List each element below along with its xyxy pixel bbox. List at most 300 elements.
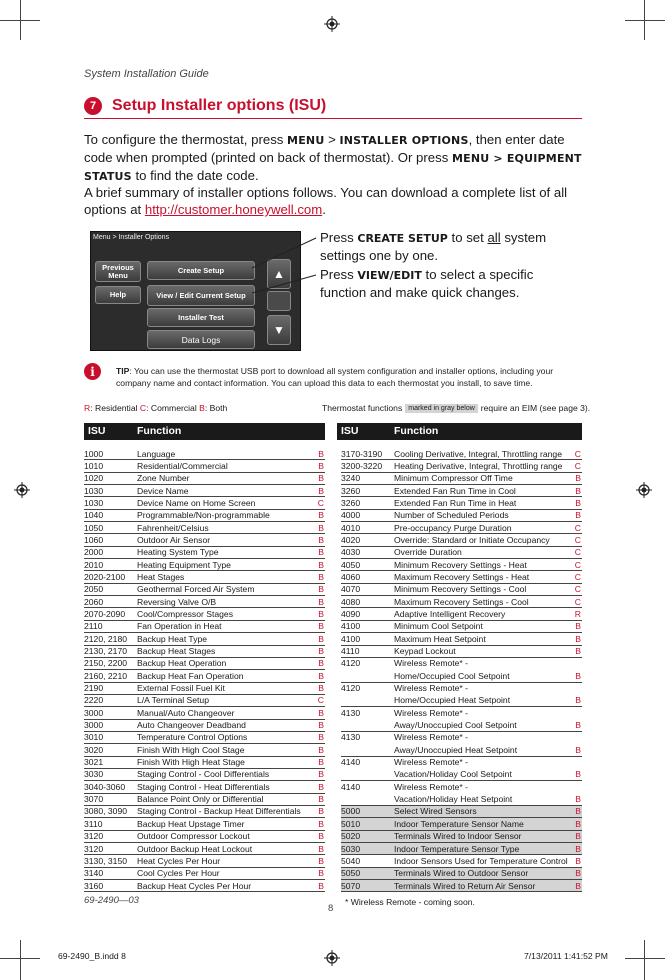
isu-code: 3130, 3150 bbox=[84, 855, 128, 866]
callout-create-setup: Press CREATE SETUP to set all system settings one by one. bbox=[320, 230, 547, 263]
function-name: Heat Stages bbox=[137, 571, 185, 582]
table-row bbox=[84, 855, 325, 867]
applicability-code: B bbox=[575, 831, 581, 842]
table-row bbox=[341, 608, 582, 620]
function-name: Programmable/Non-programmable bbox=[137, 510, 270, 521]
document-number: 69-2490—03 bbox=[84, 895, 139, 906]
applicability-code: B bbox=[318, 707, 324, 718]
table-row bbox=[84, 448, 325, 460]
function-name: Override: Standard or Initiate Occupancy bbox=[394, 534, 550, 545]
isu-code: 3110 bbox=[84, 818, 103, 829]
table-row bbox=[84, 769, 325, 781]
applicability-code: B bbox=[318, 534, 324, 545]
applicability-code: C bbox=[574, 571, 581, 582]
table-row bbox=[341, 831, 582, 843]
table-row bbox=[84, 559, 325, 571]
registration-mark-icon bbox=[14, 482, 30, 498]
applicability-code: B bbox=[318, 880, 324, 891]
key-menu: MENU bbox=[287, 134, 325, 147]
applicability-code: B bbox=[575, 621, 581, 632]
function-name: Extended Fan Run Time in Heat bbox=[394, 497, 517, 508]
function-name: Backup Heat Type bbox=[137, 633, 208, 644]
callout-leader-lines bbox=[0, 0, 665, 400]
isu-code: 1000 bbox=[84, 448, 104, 459]
applicability-code: B bbox=[575, 868, 581, 879]
registration-mark-icon bbox=[636, 482, 652, 498]
isu-code: 3021 bbox=[84, 757, 104, 768]
table-row bbox=[341, 584, 582, 596]
function-name: Terminals Wired to Return Air Sensor bbox=[394, 880, 536, 891]
isu-code: 2050 bbox=[84, 584, 104, 595]
function-name: Wireless Remote* - bbox=[394, 683, 469, 694]
applicability-code: B bbox=[318, 485, 324, 496]
table-header-left: ISU Function bbox=[84, 423, 325, 440]
table-row bbox=[341, 843, 582, 855]
applicability-code: B bbox=[318, 794, 324, 805]
applicability-code: B bbox=[575, 670, 581, 681]
applicability-code: B bbox=[318, 571, 324, 582]
isu-table-right bbox=[341, 448, 582, 892]
isu-code: 5070 bbox=[341, 880, 361, 891]
isu-code: 4030 bbox=[341, 547, 361, 558]
applicability-code: B bbox=[318, 658, 324, 669]
table-row bbox=[84, 473, 325, 485]
down-arrow-icon: ▼ bbox=[273, 323, 285, 337]
function-name: Geothermal Forced Air System bbox=[137, 584, 255, 595]
applicability-code: B bbox=[318, 460, 324, 471]
callout-view-edit: Press VIEW/EDIT to select a specific function and make quick changes. bbox=[320, 267, 534, 300]
table-row bbox=[341, 559, 582, 571]
function-name: Outdoor Backup Heat Lockout bbox=[137, 843, 253, 854]
function-name: Auto Changeover Deadband bbox=[137, 720, 246, 731]
isu-code: 1010 bbox=[84, 460, 104, 471]
crop-mark bbox=[644, 940, 645, 980]
table-row bbox=[84, 732, 325, 744]
isu-code: 5010 bbox=[341, 818, 361, 829]
isu-code: 4140 bbox=[341, 781, 361, 792]
function-name: Terminals Wired to Outdoor Sensor bbox=[394, 868, 529, 879]
function-name: Outdoor Compressor Lockout bbox=[137, 831, 250, 842]
applicability-code: B bbox=[318, 744, 324, 755]
isu-code: 1050 bbox=[84, 522, 104, 533]
isu-code: 3170-3190 bbox=[341, 448, 383, 459]
applicability-code: B bbox=[318, 855, 324, 866]
table-row bbox=[341, 794, 582, 806]
screen-title: Menu > Installer Options bbox=[93, 234, 170, 241]
isu-code: 2020-2100 bbox=[84, 571, 126, 582]
tip-text: TIP: You can use the thermostat USB port to download all system configuration and installer options, including your company name and contact information. You can upload this data to each thermostat you install, to save time. bbox=[116, 366, 554, 388]
function-name: Reversing Valve O/B bbox=[137, 596, 217, 607]
applicability-code: B bbox=[318, 448, 324, 459]
page-number: 8 bbox=[328, 903, 334, 914]
isu-code: 2160, 2210 bbox=[84, 670, 128, 681]
function-name: Backup Heat Cycles Per Hour bbox=[137, 880, 252, 891]
table-row bbox=[341, 720, 582, 732]
function-name: External Fossil Fuel Kit bbox=[137, 683, 225, 694]
table-row bbox=[341, 707, 582, 719]
table-row bbox=[84, 584, 325, 596]
function-name: Zone Number bbox=[137, 473, 190, 484]
data-logs-button[interactable]: Data Logs bbox=[147, 330, 255, 349]
table-row bbox=[341, 633, 582, 645]
isu-code: 1060 bbox=[84, 534, 104, 545]
applicability-code: C bbox=[574, 534, 581, 545]
function-name: Vacation/Holiday Heat Setpoint bbox=[394, 794, 513, 805]
applicability-code: B bbox=[575, 794, 581, 805]
isu-code: 2060 bbox=[84, 596, 104, 607]
isu-code: 1020 bbox=[84, 473, 104, 484]
function-name: L/A Terminal Setup bbox=[137, 695, 209, 706]
isu-code: 4120 bbox=[341, 683, 361, 694]
table-row bbox=[84, 497, 325, 509]
function-name: Number of Scheduled Periods bbox=[394, 510, 509, 521]
table-row bbox=[84, 831, 325, 843]
function-name: Keypad Lockout bbox=[394, 646, 456, 656]
applicability-code: B bbox=[318, 868, 324, 879]
table-row bbox=[84, 880, 325, 892]
isu-code: 5050 bbox=[341, 868, 361, 879]
table-row bbox=[84, 596, 325, 608]
isu-code: 4090 bbox=[341, 608, 361, 619]
isu-code: 4130 bbox=[341, 732, 361, 743]
function-legend: R: Residential C: Commercial B: Both bbox=[84, 403, 228, 413]
crop-mark bbox=[0, 958, 40, 959]
isu-code: 4020 bbox=[341, 534, 361, 545]
applicability-code: B bbox=[318, 781, 324, 792]
applicability-code: B bbox=[318, 831, 324, 842]
table-row bbox=[341, 757, 582, 769]
function-name: Vacation/Holiday Cool Setpoint bbox=[394, 769, 512, 780]
applicability-code: B bbox=[318, 621, 324, 632]
function-name: Minimum Recovery Settings - Heat bbox=[394, 559, 527, 570]
function-name: Minimum Cool Setpoint bbox=[394, 621, 483, 632]
applicability-code: B bbox=[318, 683, 324, 694]
table-row bbox=[341, 670, 582, 682]
applicability-code: B bbox=[318, 522, 324, 533]
section-title: Setup Installer options (ISU) bbox=[112, 97, 327, 114]
table-row bbox=[84, 794, 325, 806]
table-row bbox=[341, 683, 582, 695]
function-name: Cool/Compressor Stages bbox=[137, 608, 234, 619]
create-setup-button[interactable]: Create Setup bbox=[147, 261, 255, 280]
isu-code: 1040 bbox=[84, 510, 104, 521]
table-row bbox=[341, 621, 582, 633]
function-name: Indoor Temperature Sensor Name bbox=[394, 818, 524, 829]
isu-code: 4010 bbox=[341, 522, 361, 533]
table-row bbox=[84, 485, 325, 497]
table-row bbox=[84, 757, 325, 769]
applicability-code: C bbox=[574, 596, 581, 607]
info-icon: i bbox=[84, 363, 101, 380]
isu-code: 5000 bbox=[341, 806, 361, 817]
isu-code: 5020 bbox=[341, 831, 361, 842]
applicability-code: C bbox=[574, 522, 581, 533]
applicability-code: B bbox=[318, 670, 324, 681]
function-name: Wireless Remote* - bbox=[394, 732, 469, 743]
applicability-code: B bbox=[318, 596, 324, 607]
applicability-code: B bbox=[575, 769, 581, 780]
table-row bbox=[84, 744, 325, 756]
isu-code: 3010 bbox=[84, 732, 104, 743]
applicability-code: B bbox=[575, 720, 581, 731]
table-row bbox=[84, 510, 325, 522]
applicability-code: B bbox=[575, 818, 581, 829]
applicability-code: B bbox=[318, 646, 324, 656]
table-row bbox=[84, 806, 325, 818]
applicability-code: B bbox=[318, 757, 324, 768]
table-row bbox=[341, 571, 582, 583]
applicability-code: B bbox=[318, 732, 324, 743]
isu-code: 4000 bbox=[341, 510, 361, 521]
applicability-code: B bbox=[318, 806, 324, 817]
table-row bbox=[341, 868, 582, 880]
isu-code: 4060 bbox=[341, 571, 361, 582]
function-name: Away/Unoccupied Cool Setpoint bbox=[394, 720, 517, 731]
table-row bbox=[341, 769, 582, 781]
function-name: Staging Control - Cool Differentials bbox=[137, 769, 270, 780]
isu-code: 4050 bbox=[341, 559, 361, 570]
function-name: Indoor Temperature Sensor Type bbox=[394, 843, 520, 854]
function-name: Indoor Sensors Used for Temperature Control bbox=[394, 855, 568, 866]
table-row bbox=[341, 534, 582, 546]
table-row bbox=[341, 510, 582, 522]
function-name: Residential/Commercial bbox=[137, 460, 228, 471]
table-row bbox=[84, 843, 325, 855]
function-name: Away/Unoccupied Heat Setpoint bbox=[394, 744, 518, 755]
isu-code: 4070 bbox=[341, 584, 361, 595]
applicability-code: C bbox=[574, 584, 581, 595]
table-row bbox=[84, 868, 325, 880]
function-name: Fan Operation in Heat bbox=[137, 621, 222, 632]
applicability-code: B bbox=[318, 769, 324, 780]
isu-code: 2190 bbox=[84, 683, 104, 694]
applicability-code: B bbox=[575, 633, 581, 644]
function-name: Device Name on Home Screen bbox=[137, 497, 256, 508]
isu-code: 4100 bbox=[341, 633, 361, 644]
footnote: * Wireless Remote - coming soon. bbox=[345, 897, 475, 907]
function-name: Backup Heat Fan Operation bbox=[137, 670, 244, 681]
applicability-code: B bbox=[575, 646, 581, 656]
applicability-code: B bbox=[318, 547, 324, 558]
applicability-code: B bbox=[575, 843, 581, 854]
function-name: Heating System Type bbox=[137, 547, 219, 558]
function-name: Minimum Compressor Off Time bbox=[394, 473, 513, 484]
applicability-code: B bbox=[575, 880, 581, 891]
table-row bbox=[84, 818, 325, 830]
function-name: Wireless Remote* - bbox=[394, 707, 469, 718]
function-name: Pre-occupancy Purge Duration bbox=[394, 522, 512, 533]
isu-code: 5040 bbox=[341, 855, 361, 866]
table-row bbox=[341, 806, 582, 818]
applicability-code: B bbox=[318, 473, 324, 484]
installer-test-button[interactable]: Installer Test bbox=[147, 308, 255, 327]
table-row bbox=[84, 621, 325, 633]
function-name: Heating Derivative, Integral, Throttling range bbox=[394, 460, 563, 471]
table-row bbox=[84, 633, 325, 645]
applicability-code: B bbox=[575, 695, 581, 706]
function-name: Balance Point Only or Differential bbox=[137, 794, 264, 805]
isu-code: 3240 bbox=[341, 473, 361, 484]
function-name: Home/Occupied Heat Setpoint bbox=[394, 695, 511, 706]
help-button[interactable]: Help bbox=[95, 286, 141, 304]
table-row bbox=[341, 744, 582, 756]
function-name: Heating Equipment Type bbox=[137, 559, 231, 570]
table-row bbox=[341, 547, 582, 559]
isu-code: 3000 bbox=[84, 720, 104, 731]
table-row bbox=[341, 460, 582, 472]
isu-code: 1030 bbox=[84, 497, 104, 508]
applicability-code: C bbox=[574, 559, 581, 570]
isu-code: 3080, 3090 bbox=[84, 806, 128, 817]
isu-code: 3030 bbox=[84, 769, 104, 780]
isu-code: 2000 bbox=[84, 547, 104, 558]
applicability-code: B bbox=[575, 744, 581, 755]
table-row bbox=[84, 707, 325, 719]
eim-legend: Thermostat functions marked in gray below require an EIM (see page 3). bbox=[322, 403, 591, 413]
function-name: Wireless Remote* - bbox=[394, 781, 469, 792]
table-row bbox=[341, 596, 582, 608]
applicability-code: B bbox=[575, 473, 581, 484]
applicability-code: C bbox=[317, 695, 324, 706]
isu-code: 2220 bbox=[84, 695, 104, 706]
function-name: Temperature Control Options bbox=[137, 732, 248, 743]
function-name: Home/Occupied Cool Setpoint bbox=[394, 670, 510, 681]
table-row bbox=[341, 522, 582, 534]
applicability-code: B bbox=[575, 510, 581, 521]
applicability-code: B bbox=[318, 608, 324, 619]
function-name: Device Name bbox=[137, 485, 189, 496]
table-row bbox=[84, 683, 325, 695]
table-row bbox=[341, 880, 582, 892]
function-name: Select Wired Sensors bbox=[394, 806, 477, 817]
previous-menu-button[interactable]: Previous Menu bbox=[95, 261, 141, 282]
isu-code: 3120 bbox=[84, 831, 104, 842]
table-row bbox=[84, 571, 325, 583]
function-name: Finish With High Heat Stage bbox=[137, 757, 245, 768]
table-row bbox=[341, 781, 582, 793]
crop-mark bbox=[20, 940, 21, 980]
isu-table-left bbox=[84, 448, 325, 892]
applicability-code: B bbox=[318, 818, 324, 829]
applicability-code: B bbox=[318, 633, 324, 644]
function-name: Minimum Recovery Settings - Cool bbox=[394, 584, 527, 595]
applicability-code: B bbox=[318, 843, 324, 854]
function-name: Language bbox=[137, 448, 176, 459]
isu-code: 4120 bbox=[341, 658, 361, 669]
function-name: Wireless Remote* - bbox=[394, 757, 469, 768]
applicability-code: B bbox=[318, 510, 324, 521]
function-name: Maximum Recovery Settings - Cool bbox=[394, 596, 529, 607]
crop-mark bbox=[625, 958, 665, 959]
applicability-code: B bbox=[575, 485, 581, 496]
table-row bbox=[84, 695, 325, 707]
isu-code: 4140 bbox=[341, 757, 361, 768]
function-name: Wireless Remote* - bbox=[394, 658, 469, 669]
table-row bbox=[84, 781, 325, 793]
step-number-badge: 7 bbox=[84, 97, 102, 115]
honeywell-link[interactable]: http://customer.honeywell.com bbox=[144, 202, 323, 217]
guide-title: System Installation Guide bbox=[84, 68, 209, 80]
isu-code: 2110 bbox=[84, 621, 103, 632]
applicability-code: B bbox=[318, 559, 324, 570]
table-row bbox=[341, 818, 582, 830]
isu-code: 2070-2090 bbox=[84, 608, 126, 619]
key-menu-equipment-status: MENU > EQUIPMENT STATUS bbox=[84, 152, 582, 183]
isu-code: 2130, 2170 bbox=[84, 646, 128, 656]
isu-code: 3020 bbox=[84, 744, 104, 755]
applicability-code: B bbox=[575, 497, 581, 508]
function-name: Backup Heat Operation bbox=[137, 658, 227, 669]
isu-code: 4100 bbox=[341, 621, 361, 632]
isu-code: 1030 bbox=[84, 485, 104, 496]
isu-code: 3260 bbox=[341, 485, 361, 496]
applicability-code: B bbox=[318, 720, 324, 731]
table-row bbox=[84, 460, 325, 472]
table-row bbox=[84, 658, 325, 670]
isu-code: 5030 bbox=[341, 843, 361, 854]
intro-paragraph-1: To configure the thermostat, press MENU > INSTALLER OPTIONS, then enter date code when prompted (printed on back of thermostat). Or press MENU > EQUIPMENT STATUS to find the date code. bbox=[84, 132, 582, 183]
function-name: Backup Heat Stages bbox=[137, 646, 216, 656]
table-row bbox=[84, 547, 325, 559]
table-row bbox=[341, 497, 582, 509]
isu-code: 3160 bbox=[84, 880, 104, 891]
isu-code: 3120 bbox=[84, 843, 104, 854]
applicability-code: C bbox=[317, 497, 324, 508]
table-row bbox=[341, 485, 582, 497]
function-name: Heat Cycles Per Hour bbox=[137, 855, 221, 866]
function-name: Fahrenheit/Celsius bbox=[137, 522, 209, 533]
applicability-code: C bbox=[574, 448, 581, 459]
function-name: Adaptive Intelligent Recovery bbox=[394, 608, 506, 619]
function-name: Staging Control - Backup Heat Differentials bbox=[137, 806, 301, 817]
table-header-right: ISU Function bbox=[337, 423, 582, 440]
table-row bbox=[84, 522, 325, 534]
table-row bbox=[341, 855, 582, 867]
table-row bbox=[341, 448, 582, 460]
function-name: Override Duration bbox=[394, 547, 462, 558]
intro-paragraph-2: A brief summary of installer options follows. You can download a complete list of all options at http://customer.honeywell.com. bbox=[84, 185, 568, 217]
function-name: Finish With High Cool Stage bbox=[137, 744, 245, 755]
isu-code: 2150, 2200 bbox=[84, 658, 128, 669]
table-row bbox=[341, 658, 582, 670]
function-name: Cool Cycles Per Hour bbox=[137, 868, 220, 879]
up-arrow-icon: ▲ bbox=[273, 267, 285, 281]
isu-code: 3260 bbox=[341, 497, 361, 508]
isu-code: 3140 bbox=[84, 868, 104, 879]
applicability-code: B bbox=[318, 584, 324, 595]
function-name: Backup Heat Upstage Timer bbox=[137, 818, 245, 829]
isu-code: 2120, 2180 bbox=[84, 633, 128, 644]
gray-marker-sample: marked in gray below bbox=[405, 404, 478, 413]
function-name: Manual/Auto Changeover bbox=[137, 707, 235, 718]
print-slug-file: 69-2490_B.indd 8 bbox=[58, 951, 126, 961]
table-row bbox=[84, 608, 325, 620]
function-name: Outdoor Air Sensor bbox=[137, 534, 211, 545]
function-name: Maximum Heat Setpoint bbox=[394, 633, 486, 644]
table-row bbox=[341, 473, 582, 485]
registration-mark-icon bbox=[324, 950, 340, 966]
applicability-code: B bbox=[575, 806, 581, 817]
table-row bbox=[84, 720, 325, 732]
table-row bbox=[341, 732, 582, 744]
table-row bbox=[84, 646, 325, 658]
isu-code: 4080 bbox=[341, 596, 361, 607]
view-edit-button[interactable]: View / Edit Current Setup bbox=[147, 285, 255, 306]
isu-code: 4130 bbox=[341, 707, 361, 718]
key-installer-options: INSTALLER OPTIONS bbox=[339, 134, 469, 147]
applicability-code: C bbox=[574, 460, 581, 471]
applicability-code: R bbox=[574, 608, 581, 619]
